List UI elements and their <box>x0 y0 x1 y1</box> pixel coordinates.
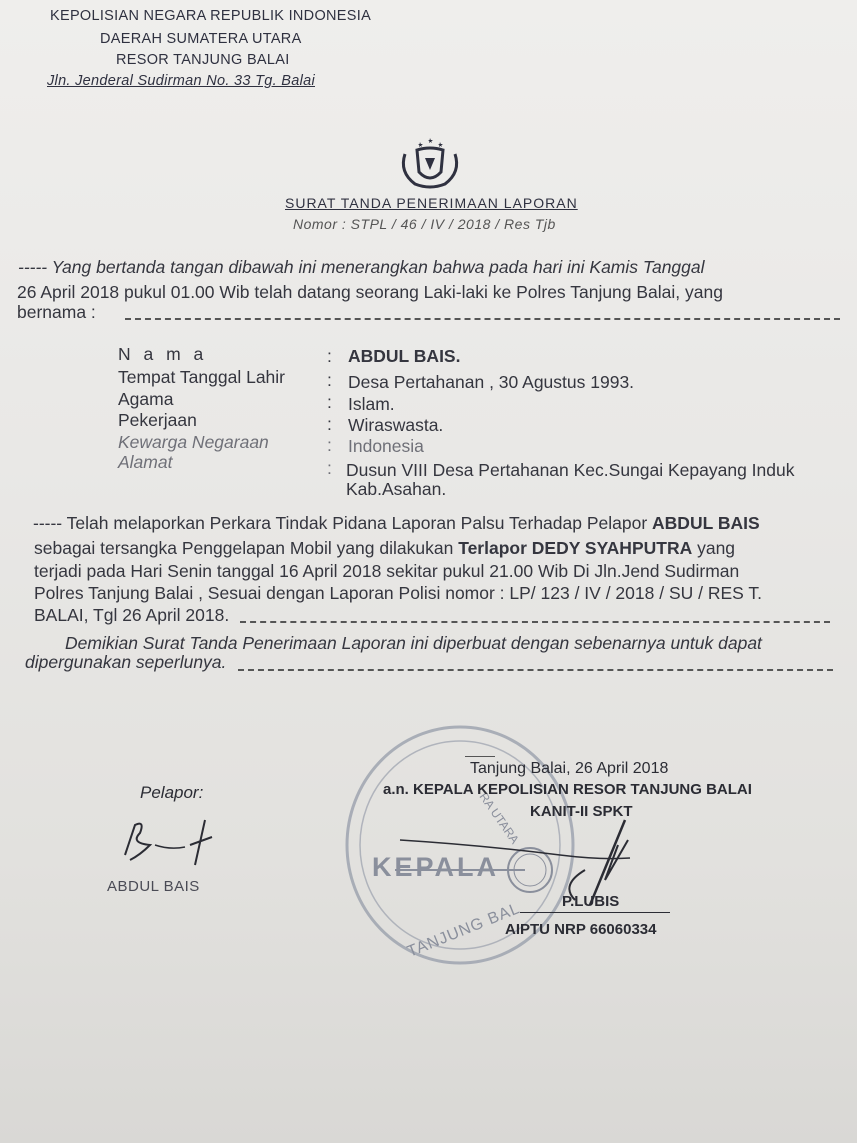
value-agama: Islam. <box>348 394 395 414</box>
dash-filler <box>240 621 830 623</box>
signatory-on-behalf: a.n. KEPALA KEPOLISIAN RESOR TANJUNG BALAI <box>383 781 752 798</box>
value-nama: ABDUL BAIS. <box>348 346 461 366</box>
report-text: yang <box>692 538 736 558</box>
place-date: Tanjung Balai, 26 April 2018 <box>470 760 669 777</box>
report-pelapor: ABDUL BAIS <box>652 513 760 533</box>
report-line-2 <box>34 538 735 559</box>
police-emblem-icon <box>395 132 465 192</box>
report-text: ----- Telah melaporkan Perkara Tindak Pidana Laporan Palsu Terhadap Pelapor <box>33 513 653 533</box>
colon: : <box>327 414 332 434</box>
colon: : <box>327 346 332 366</box>
label-alamat: Alamat <box>118 452 173 472</box>
header-line-2: DAERAH SUMATERA UTARA <box>100 31 302 47</box>
signatory-name: P.LUBIS <box>562 893 620 910</box>
pelapor-signature <box>110 815 220 870</box>
value-alamat-2: Kab.Asahan. <box>346 479 447 499</box>
signature-underline <box>520 912 670 913</box>
header-address: Jln. Jenderal Sudirman No. 33 Tg. Balai <box>47 73 315 89</box>
report-line-5: BALAI, Tgl 26 April 2018. <box>34 605 230 625</box>
dash-filler <box>238 669 833 671</box>
value-ttl: Desa Pertahanan , 30 Agustus 1993. <box>348 372 635 392</box>
pelapor-name: ABDUL BAIS <box>107 878 200 895</box>
document-title: SURAT TANDA PENERIMAAN LAPORAN <box>285 195 578 211</box>
label-agama: Agama <box>118 389 174 409</box>
pelapor-label: Pelapor: <box>140 783 204 802</box>
header-line-1: KEPOLISIAN NEGARA REPUBLIK INDONESIA <box>50 8 372 24</box>
stamp-bottom-arc: TANJUNG BAL <box>405 900 523 961</box>
value-kewarganegaraan: Indonesia <box>348 436 424 456</box>
colon: : <box>327 458 332 478</box>
label-pekerjaan: Pekerjaan <box>118 410 197 430</box>
label-ttl: Tempat Tanggal Lahir <box>118 367 286 387</box>
value-alamat: Dusun VIII Desa Pertahanan Kec.Sungai Kepayang Induk <box>346 460 795 480</box>
value-pekerjaan: Wiraswasta. <box>348 415 444 435</box>
closing-line-2: dipergunakan seperlunya. <box>25 652 227 672</box>
dash-filler <box>125 318 840 320</box>
signatory-unit: KANIT-II SPKT <box>530 803 633 820</box>
report-text: sebagai tersangka Penggelapan Mobil yang dilakukan <box>34 538 459 558</box>
label-nama: N a m a <box>118 344 208 364</box>
stamp-center-text: KEPALA <box>372 852 500 882</box>
colon: : <box>327 370 332 390</box>
signatory-rank-nrp: AIPTU NRP 66060334 <box>505 921 657 938</box>
intro-line-2: 26 April 2018 pukul 01.00 Wib telah datang seorang Laki-laki ke Polres Tanjung Balai, yang <box>17 282 723 302</box>
colon: : <box>327 392 332 412</box>
closing-line-1: Demikian Surat Tanda Penerimaan Laporan ini diperbuat dengan sebenarnya untuk dapat <box>65 633 762 653</box>
stamp-top-arc: RA UTARA <box>476 790 522 847</box>
document-number: Nomor : STPL / 46 / IV / 2018 / Res Tjb <box>293 216 556 232</box>
intro-line-1: ----- Yang bertanda tangan dibawah ini menerangkan bahwa pada hari ini Kamis Tanggal <box>18 257 705 277</box>
report-terlapor: Terlapor DEDY SYAHPUTRA <box>458 538 693 558</box>
label-kewarganegaraan: Kewarga Negaraan <box>118 432 269 452</box>
report-line-4: Polres Tanjung Balai , Sesuai dengan Laporan Polisi nomor : LP/ 123 / IV / 2018 / SU / RES T. <box>34 583 762 603</box>
dash-filler <box>465 756 495 757</box>
colon: : <box>327 435 332 455</box>
report-line-3: terjadi pada Hari Senin tanggal 16 April 2018 sekitar pukul 21.00 Wib Di Jln.Jend Sudirman <box>34 561 740 581</box>
header-line-3: RESOR TANJUNG BALAI <box>116 52 290 68</box>
intro-line-3: bernama : <box>17 302 96 322</box>
report-line-1 <box>33 513 760 534</box>
